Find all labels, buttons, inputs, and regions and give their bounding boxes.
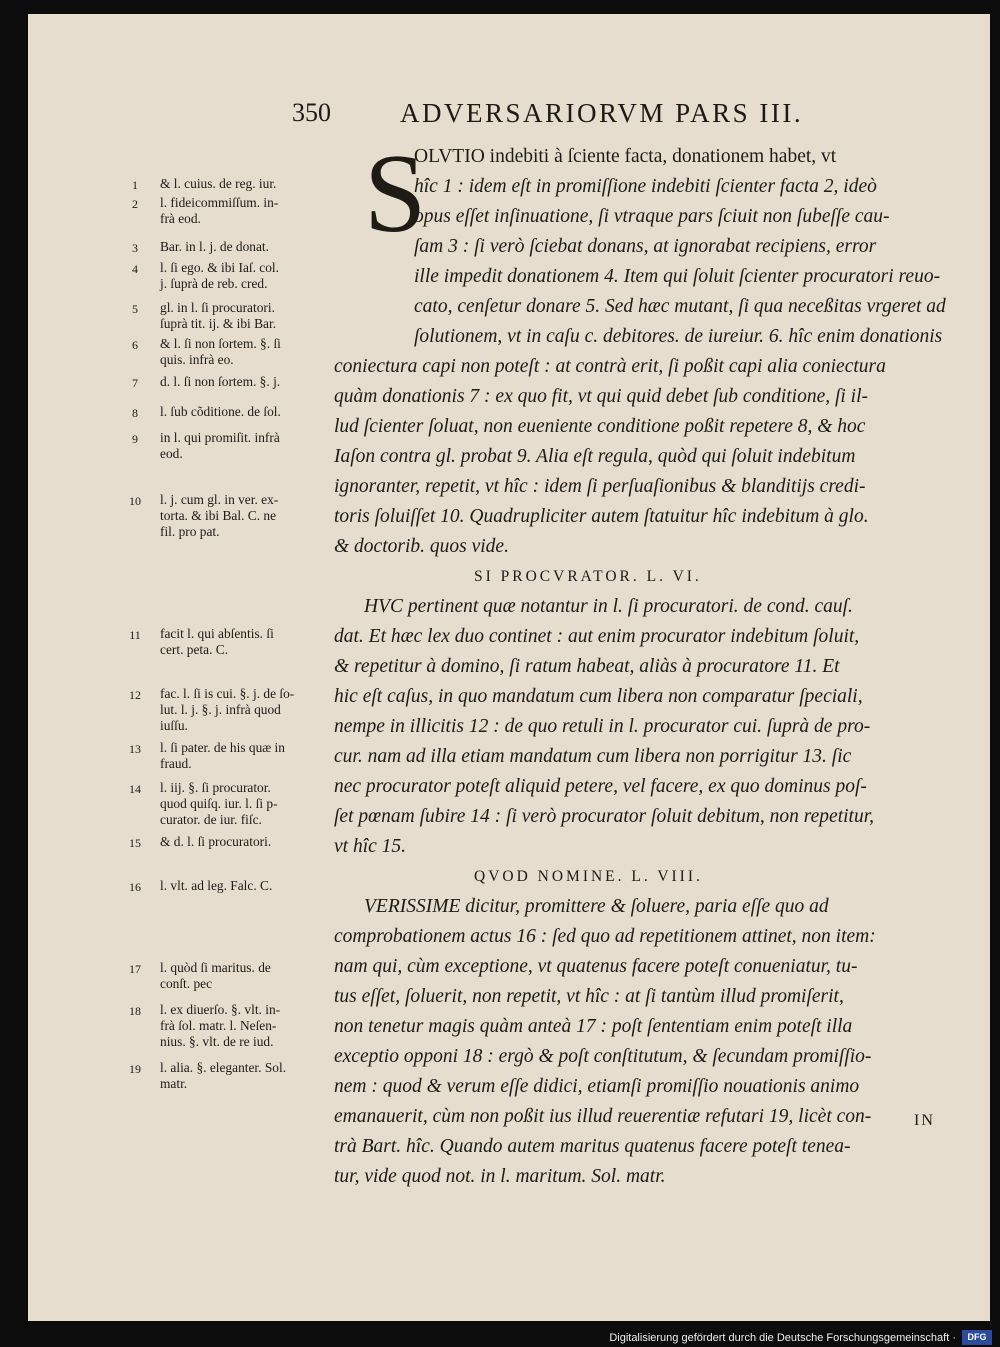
note-line: l. ſi ego. & ibi Iaſ. col. — [160, 260, 280, 275]
text-line: tur, vide quod not. in l. maritum. Sol. matr. — [334, 1166, 666, 1187]
note-number: 16 — [129, 880, 141, 894]
note-line: l. j. cum gl. in ver. ex- — [160, 492, 279, 507]
text-line: trà Bart. hîc. Quando autem maritus quatenus facere poteſt tenea- — [334, 1136, 851, 1157]
note-text — [160, 740, 285, 772]
note-line: in l. qui promiſit. infrà — [160, 430, 280, 445]
note-line: l. ex diuerſo. §. vlt. in- — [160, 1002, 281, 1017]
note-line: matr. — [160, 1076, 188, 1091]
note-line: & l. cuius. de reg. iur. — [160, 176, 277, 191]
note-line: fil. pro pat. — [160, 524, 220, 539]
note-number: 10 — [129, 494, 141, 508]
note-line: j. ſuprà de reb. cred. — [160, 276, 268, 291]
note-line: facit l. qui abſentis. ſi — [160, 626, 274, 641]
section-heading: QVOD NOMINE. L. VIII. — [474, 868, 703, 885]
text-line: hîc 1 : idem eſt in promiſſione indebiti ſcienter facta 2, ideò — [414, 176, 877, 197]
note-text — [160, 260, 279, 292]
text-line: ſolutionem, vt in caſu c. debitores. de iureiur. 6. hîc enim donationis — [414, 326, 943, 347]
note-number: 18 — [129, 1004, 141, 1018]
text-line: comprobationem actus 16 : ſed quo ad repetitionem attinet, non item: — [334, 926, 876, 947]
note-line: iuſſu. — [160, 718, 188, 733]
note-line: & l. ſi non ſortem. §. ſi — [160, 336, 281, 351]
note-text — [160, 960, 271, 992]
marginal-notes — [28, 14, 348, 1321]
note-line: quod quiſq. iur. l. ſi p- — [160, 796, 278, 811]
note-text — [160, 300, 276, 332]
text-line: ignoranter, repetit, vt hîc : idem ſi perſuaſionibus & blanditijs credi- — [334, 476, 866, 497]
note-number: 11 — [129, 628, 141, 642]
note-number: 5 — [132, 302, 138, 316]
note-text — [160, 626, 274, 658]
text-line: tus eſſet, ſoluerit, non repetit, vt hîc : at ſi tantùm illud promiſerit, — [334, 986, 844, 1007]
note-line: fraud. — [160, 756, 192, 771]
text-line: OLVTIO indebiti à ſciente facta, donationem habet, vt — [414, 146, 837, 167]
note-number: 13 — [129, 742, 141, 756]
note-line: ſuprà tit. ij. & ibi Bar. — [160, 316, 277, 331]
note-number: 19 — [129, 1062, 141, 1076]
text-line: ſam 3 : ſi verò ſciebat donans, at ignorabat recipiens, error — [414, 236, 877, 257]
note-text — [160, 492, 278, 540]
section-heading: SI PROCVRATOR. L. VI. — [474, 568, 702, 585]
text-line: cato, cenſetur donare 5. Sed hæc mutant, ſi qua neceßitas vrgeret ad — [414, 296, 946, 317]
note-line: frà ſol. matr. l. Neſen- — [160, 1018, 277, 1033]
text-line: nec procurator poteſt aliquid petere, vel facere, ex quo dominus poſ- — [334, 776, 867, 797]
note-number: 9 — [132, 432, 138, 446]
note-text — [160, 195, 278, 227]
note-line: l. iij. §. ſi procurator. — [160, 780, 271, 795]
note-line: l. vlt. ad leg. Falc. C. — [160, 878, 273, 893]
main-text — [334, 132, 954, 1192]
note-line: eod. — [160, 446, 183, 461]
text-line: lud ſcienter ſoluat, non eueniente conditione poßit repetere 8, & hoc — [334, 416, 866, 437]
note-line: cert. peta. C. — [160, 642, 229, 657]
note-text — [160, 834, 271, 850]
note-line: lut. l. j. §. j. infrà quod — [160, 702, 281, 717]
note-number: 14 — [129, 782, 141, 796]
dfg-logo-icon: DFG — [962, 1330, 992, 1345]
text-line: ille impedit donationem 4. Item qui ſoluit ſcienter procuratori reuo- — [414, 266, 941, 287]
note-line: nius. §. vlt. de re iud. — [160, 1034, 274, 1049]
note-text — [160, 780, 278, 828]
note-line: fac. l. ſi is cui. §. j. de ſo- — [160, 686, 295, 701]
book-page — [28, 14, 990, 1321]
running-head: ADVERSARIORVM PARS III. — [400, 98, 804, 128]
note-number: 7 — [132, 376, 138, 390]
text-line: nempe in illicitis 12 : de quo retuli in l. procurator cui. ſuprà de pro- — [334, 716, 871, 737]
text-line: & repetitur à domino, ſi ratum habeat, aliàs à procuratore 11. Et — [334, 656, 840, 677]
text-line: emanauerit, cùm non poßit ius illud reuerentiæ refutari 19, licèt con- — [334, 1106, 872, 1127]
note-number: 3 — [132, 241, 138, 255]
text-line: VERISSIME dicitur, promittere & ſoluere, paria eſſe quo ad — [364, 896, 829, 917]
text-line: hic eſt caſus, in quo mandatum cum libera non comparatur ſpeciali, — [334, 686, 863, 707]
note-line: gl. in l. ſi procuratori. — [160, 300, 275, 315]
text-line: opus eſſet inſinuatione, ſi vtraque pars ſciuit non ſubeſſe cau- — [414, 206, 890, 227]
note-text — [160, 336, 281, 368]
note-text — [160, 686, 294, 734]
drop-cap: S — [364, 132, 427, 256]
note-number: 6 — [132, 338, 138, 352]
catchword: IN — [914, 1112, 935, 1129]
text-line: vt hîc 15. — [334, 836, 407, 857]
funding-notice: Digitalisierung gefördert durch die Deutsche Forschungsgemeinschaft · — [609, 1332, 956, 1344]
text-line: ſet pœnam ſubire 14 : ſi verò procurator ſoluit debitum, non repetitur, — [334, 806, 875, 827]
note-text — [160, 878, 272, 894]
note-text — [160, 374, 280, 390]
note-line: & d. l. ſi procuratori. — [160, 834, 272, 849]
note-line: l. fideicommiſſum. in- — [160, 195, 279, 210]
note-line: Bar. in l. j. de donat. — [160, 239, 269, 254]
text-line: & doctorib. quos vide. — [334, 536, 509, 557]
text-line: HVC pertinent quæ notantur in l. ſi procuratori. de cond. cauſ. — [364, 596, 853, 617]
text-line: quàm donationis 7 : ex quo fit, vt qui quid debet ſub conditione, ſi il- — [334, 386, 869, 407]
note-text — [160, 404, 281, 420]
note-number: 12 — [129, 688, 141, 702]
note-number: 1 — [132, 178, 138, 192]
text-line: nem : quod & verum eſſe didici, etiamſi promiſſio nouationis animo — [334, 1076, 860, 1097]
note-text — [160, 176, 276, 192]
note-text — [160, 1060, 286, 1092]
note-line: d. l. ſi non ſortem. §. j. — [160, 374, 281, 389]
note-line: l. alia. §. eleganter. Sol. — [160, 1060, 287, 1075]
note-number: 4 — [132, 262, 138, 276]
note-text — [160, 239, 269, 255]
note-line: frà eod. — [160, 211, 201, 226]
text-line: Iaſon contra gl. probat 9. Alia eſt regula, quòd qui ſoluit indebitum — [334, 446, 856, 467]
text-line: cur. nam ad illa etiam mandatum cum libera non porrigitur 13. ſic — [334, 746, 852, 767]
note-text — [160, 1002, 280, 1050]
note-line: curator. de iur. fiſc. — [160, 812, 262, 827]
text-line: dat. Et hæc lex duo continet : aut enim procurator indebitum ſoluit, — [334, 626, 860, 647]
text-line: non tenetur magis quàm anteà 17 : poſt ſententiam enim poteſt illa — [334, 1016, 853, 1037]
note-line: l. ſub cõditione. de ſol. — [160, 404, 281, 419]
note-line: l. quòd ſi maritus. de — [160, 960, 271, 975]
note-number: 2 — [132, 197, 138, 211]
note-number: 17 — [129, 962, 141, 976]
note-text — [160, 430, 280, 462]
note-line: quis. infrà eo. — [160, 352, 234, 367]
note-line: l. ſi pater. de his quæ in — [160, 740, 285, 755]
text-line: nam qui, cùm exceptione, vt quatenus facere poteſt conueniatur, tu- — [334, 956, 858, 977]
page-number: 350 — [292, 98, 331, 127]
note-number: 15 — [129, 836, 141, 850]
text-line: toris ſoluiſſet 10. Quadrupliciter autem ſtatuitur hîc indebitum à glo. — [334, 506, 869, 527]
note-line: conſt. pec — [160, 976, 213, 991]
note-line: torta. & ibi Bal. C. ne — [160, 508, 277, 523]
text-line: coniectura capi non poteſt : at contrà erit, ſi poßit capi alia coniectura — [334, 356, 886, 377]
text-line: exceptio opponi 18 : ergò & poſt conſtitutum, & ſecundam promiſſio- — [334, 1046, 872, 1067]
note-number: 8 — [132, 406, 138, 420]
